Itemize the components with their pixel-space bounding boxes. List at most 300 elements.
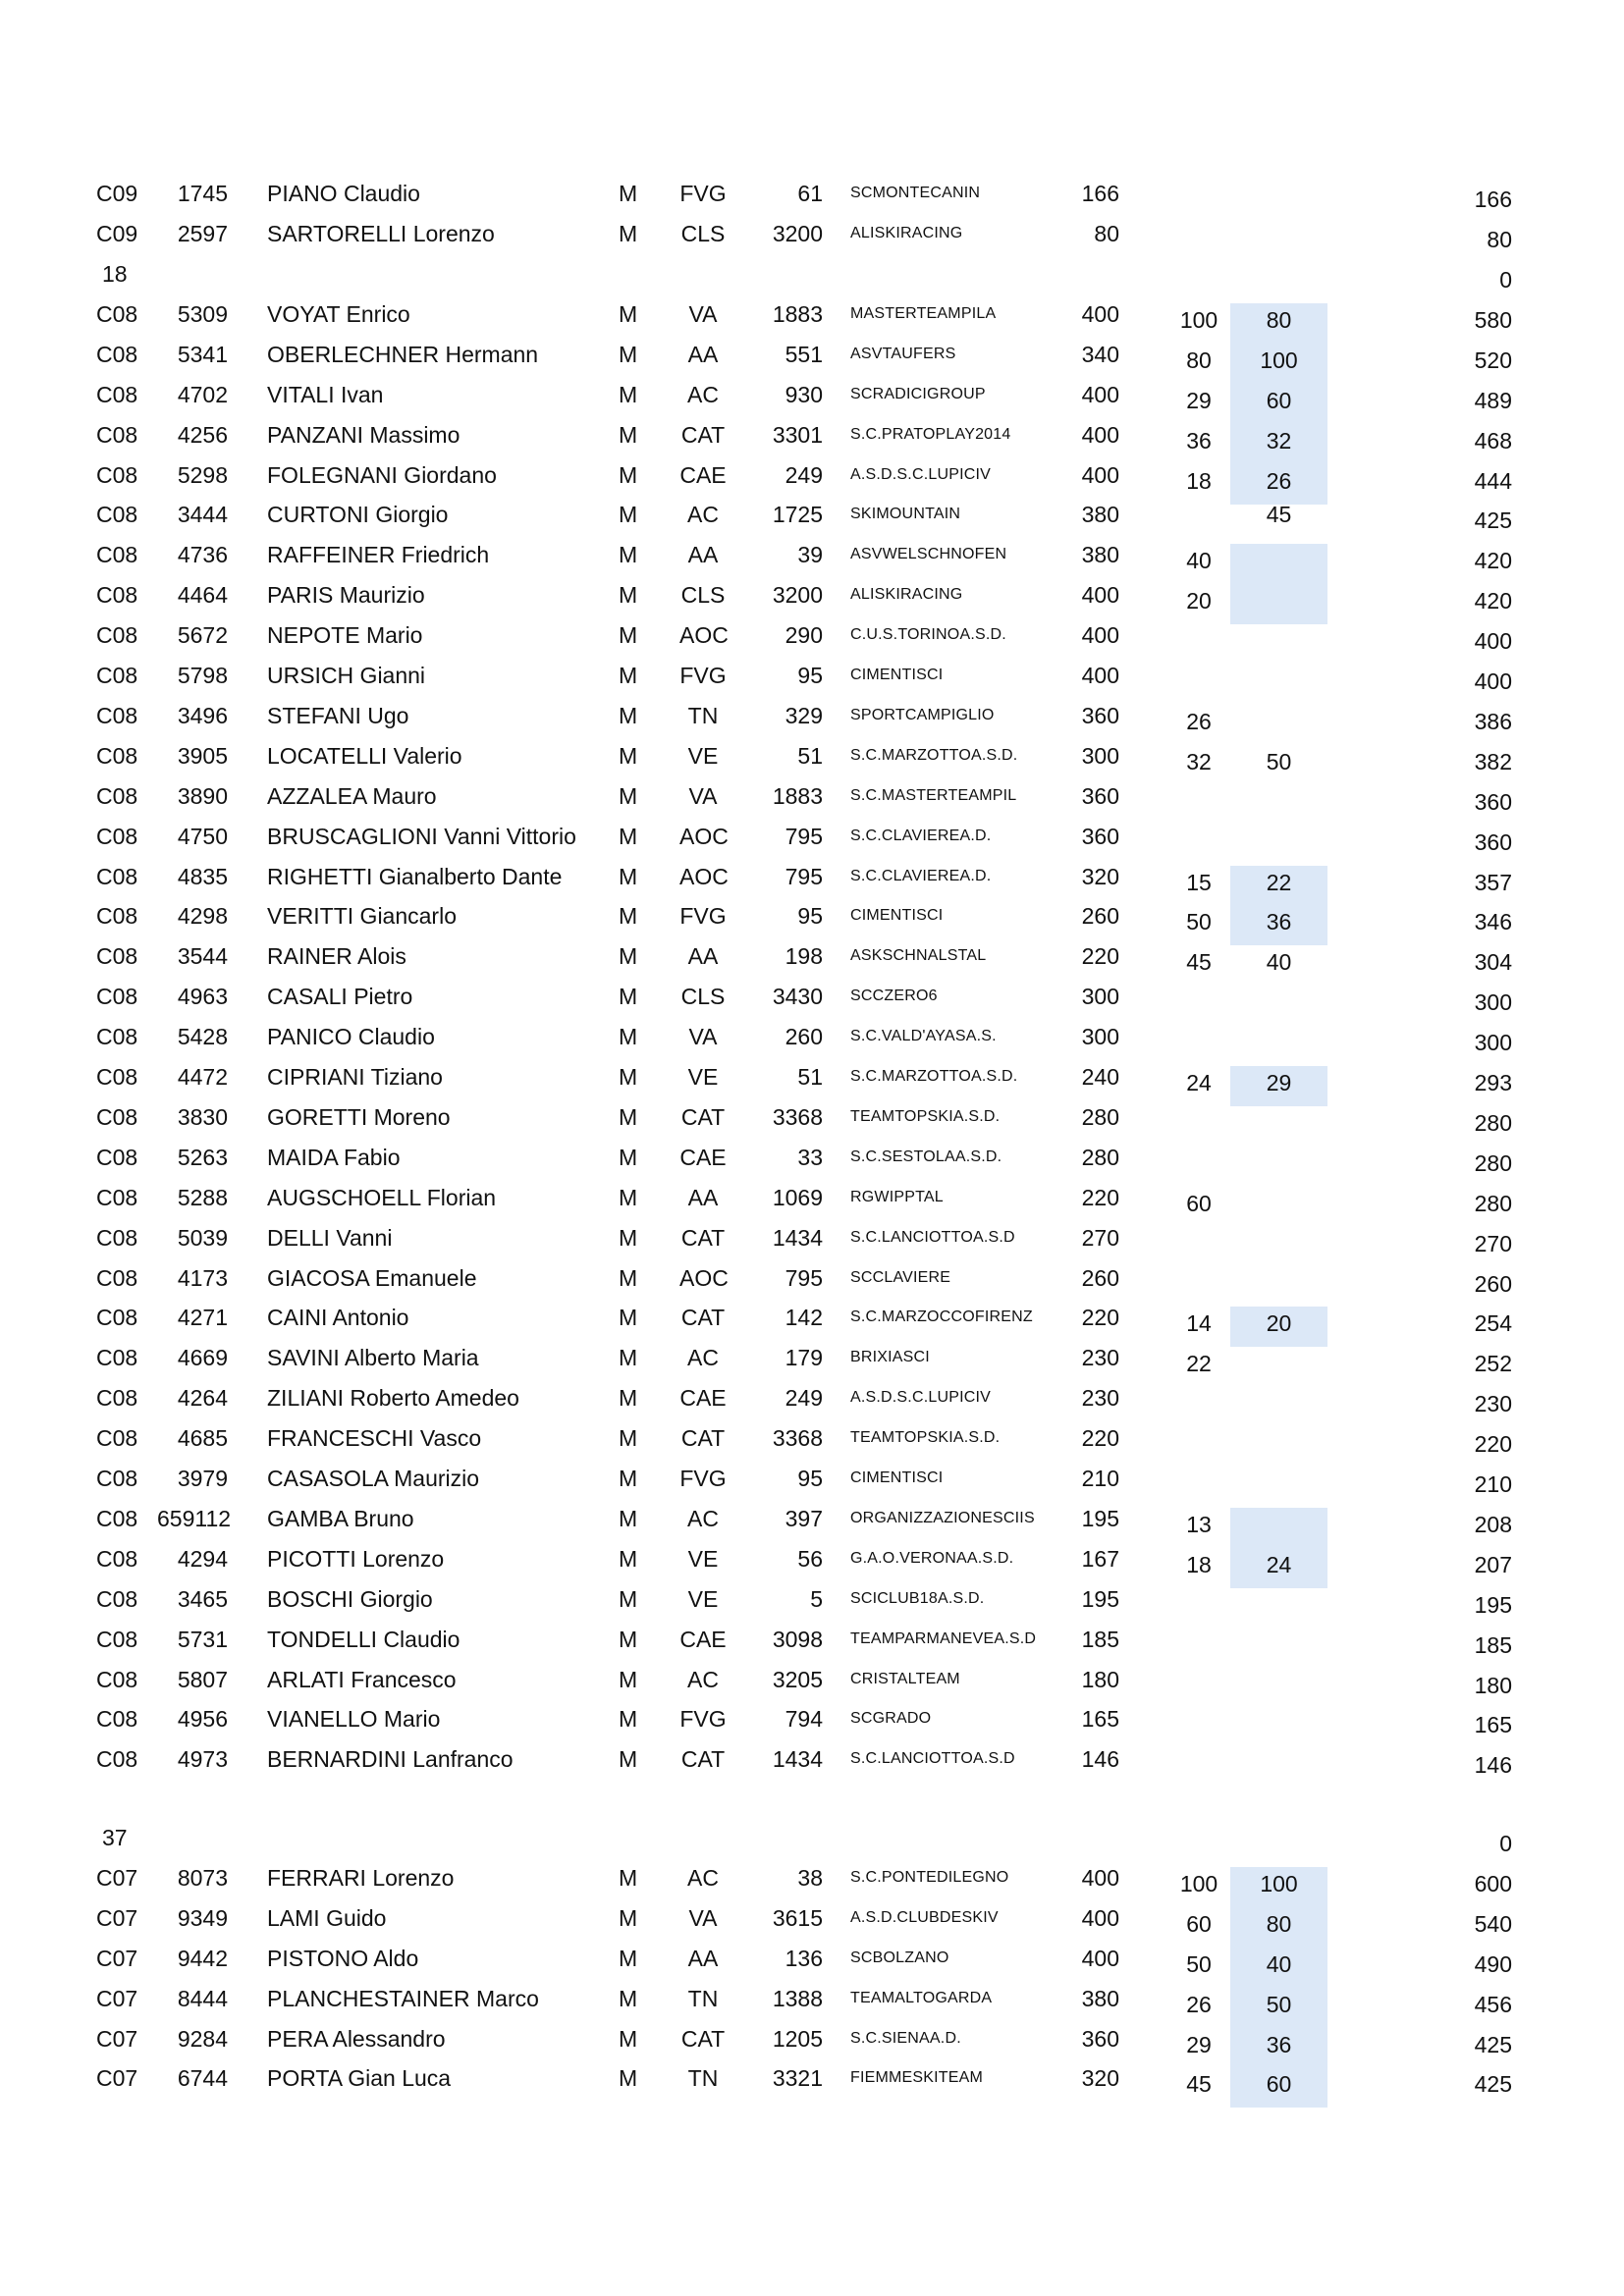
region-cell: FVG	[679, 1706, 727, 1733]
race1-points-cell: 40	[1186, 548, 1212, 574]
race2-points-cell: 36	[1230, 2028, 1327, 2068]
category-cell: C08	[96, 381, 138, 407]
table-row	[0, 1381, 1624, 1421]
total-points-cell: 185	[1474, 1631, 1512, 1658]
points-cell: 380	[1081, 542, 1119, 568]
athlete-code-cell: 4264	[177, 1385, 228, 1412]
athlete-code-cell: 4963	[177, 984, 228, 1010]
category-cell: C07	[96, 1985, 138, 2011]
region-cell: AOC	[679, 863, 729, 889]
region-cell: AA	[687, 341, 719, 367]
sex-cell: M	[619, 742, 638, 769]
table-row	[0, 1901, 1624, 1942]
total-points-cell: 456	[1474, 1991, 1512, 2017]
region-cell: CAT	[680, 1746, 726, 1773]
category-cell: C08	[96, 1144, 138, 1170]
athlete-code-cell: 5298	[177, 461, 228, 488]
category-cell: C08	[96, 582, 138, 609]
sex-cell: M	[619, 1666, 638, 1692]
athlete-name-cell: URSICH Gianni	[267, 663, 426, 688]
athlete-name-cell: LOCATELLI Valerio	[267, 742, 462, 769]
total-points-cell: 357	[1474, 869, 1512, 895]
club-code-cell: 795	[785, 823, 823, 849]
race1-points-cell: 100	[1179, 306, 1218, 333]
table-row	[0, 1020, 1624, 1060]
sex-cell: M	[619, 1585, 638, 1612]
category-cell: C08	[96, 1505, 138, 1531]
region-cell: AOC	[679, 622, 729, 649]
race1-points-cell: 18	[1186, 467, 1212, 494]
team-name-cell: TEAMALTOGARDA	[850, 1989, 993, 2006]
race2-points-cell: 80	[1230, 303, 1327, 344]
table-row	[0, 939, 1624, 980]
team-name-cell: SKIMOUNTAIN	[850, 506, 961, 523]
total-points-cell: 490	[1474, 1950, 1512, 1977]
team-name-cell: ASVTAUFERS	[850, 345, 956, 362]
team-name-cell: SCCZERO6	[850, 988, 938, 1005]
region-cell: TN	[687, 702, 719, 728]
table-row	[0, 578, 1624, 618]
club-code-cell: 33	[797, 1144, 823, 1170]
club-code-cell: 397	[785, 1505, 823, 1531]
athlete-name-cell: BRUSCAGLIONI Vanni Vittorio	[267, 823, 576, 849]
sex-cell: M	[619, 1425, 638, 1452]
team-name-cell: TEAMPARMANEVEA.S.D	[850, 1629, 1037, 1647]
table-row	[0, 739, 1624, 779]
total-points-cell: 195	[1474, 1591, 1512, 1618]
athlete-code-cell: 4173	[177, 1264, 228, 1291]
club-code-cell: 3615	[772, 1904, 823, 1931]
total-points-cell: 580	[1474, 306, 1512, 333]
table-row	[0, 1942, 1624, 1982]
points-cell: 320	[1081, 2065, 1119, 2092]
sex-cell: M	[619, 1466, 638, 1491]
region-cell: VE	[687, 742, 719, 769]
athlete-name-cell: AZZALEA Mauro	[267, 782, 437, 809]
points-cell: 300	[1081, 1024, 1119, 1050]
club-code-cell: 795	[785, 863, 823, 889]
category-cell: C08	[96, 903, 138, 930]
total-points-cell: 254	[1474, 1310, 1512, 1337]
total-points-cell: 425	[1474, 2031, 1512, 2057]
table-row	[0, 538, 1624, 578]
region-cell: VE	[687, 1545, 719, 1572]
total-points-cell: 425	[1474, 507, 1512, 534]
total-points-cell: 280	[1474, 1109, 1512, 1136]
race1-points-cell: 32	[1186, 748, 1212, 774]
athlete-name-cell: GAMBA Bruno	[267, 1505, 414, 1531]
race2-points-cell: 80	[1230, 1907, 1327, 1948]
club-code-cell: 95	[797, 663, 823, 688]
club-code-cell: 95	[797, 1466, 823, 1491]
sex-cell: M	[619, 1103, 638, 1130]
sex-cell: M	[619, 1945, 638, 1971]
athlete-code-cell: 3979	[177, 1466, 228, 1491]
sex-cell: M	[619, 1224, 638, 1251]
region-cell: VE	[687, 1585, 719, 1612]
team-name-cell: S.C.MASTERTEAMPIL	[850, 786, 1017, 804]
points-cell: 220	[1081, 1425, 1119, 1452]
team-name-cell: SPORTCAMPIGLIO	[850, 706, 995, 723]
region-cell: VE	[687, 1064, 719, 1090]
table-row	[0, 860, 1624, 900]
region-cell: CAE	[679, 1626, 727, 1652]
points-cell: 260	[1081, 903, 1119, 930]
athlete-code-cell: 3496	[177, 702, 228, 728]
athlete-name-cell: CURTONI Giorgio	[267, 502, 449, 528]
sex-cell: M	[619, 1305, 638, 1331]
region-cell: AC	[687, 1666, 719, 1692]
team-name-cell: CIMENTISCI	[850, 667, 944, 683]
total-points-cell: 382	[1474, 748, 1512, 774]
table-row	[0, 779, 1624, 820]
sex-cell: M	[619, 863, 638, 889]
points-cell: 210	[1081, 1466, 1119, 1491]
category-cell: C08	[96, 663, 138, 688]
category-cell: C08	[96, 502, 138, 528]
points-cell: 260	[1081, 1264, 1119, 1291]
region-cell: CAE	[679, 461, 727, 488]
sex-cell: M	[619, 2065, 638, 2092]
team-name-cell: SCRADICIGROUP	[850, 385, 986, 402]
points-cell: 400	[1081, 1904, 1119, 1931]
athlete-code-cell: 5672	[177, 622, 228, 649]
total-points-cell: 468	[1474, 427, 1512, 454]
points-cell: 380	[1081, 502, 1119, 528]
total-points-cell: 400	[1474, 668, 1512, 694]
total-points-cell: 600	[1474, 1870, 1512, 1896]
athlete-name-cell: SAVINI Alberto Maria	[267, 1345, 479, 1371]
table-row	[0, 1221, 1624, 1261]
club-code-cell: 1069	[772, 1184, 823, 1210]
club-code-cell: 249	[785, 461, 823, 488]
race1-points-cell: 26	[1186, 708, 1212, 734]
sex-cell: M	[619, 1064, 638, 1090]
team-name-cell: S.C.CLAVIEREA.D.	[850, 867, 992, 884]
total-points-cell: 210	[1474, 1471, 1512, 1497]
club-code-cell: 3301	[772, 421, 823, 448]
club-code-cell: 3200	[772, 220, 823, 246]
points-cell: 195	[1081, 1505, 1119, 1531]
club-code-cell: 51	[797, 742, 823, 769]
total-points-cell: 166	[1474, 187, 1512, 212]
points-cell: 400	[1081, 421, 1119, 448]
table-row	[0, 1100, 1624, 1141]
race1-points-cell: 14	[1186, 1310, 1212, 1337]
athlete-code-cell: 4750	[177, 823, 228, 849]
table-row	[0, 1982, 1624, 2022]
group-count-label: 18	[102, 261, 128, 287]
race1-points-cell: 60	[1186, 1910, 1212, 1937]
athlete-name-cell: PANICO Claudio	[267, 1024, 435, 1050]
region-cell: AC	[687, 1345, 719, 1371]
region-cell: VA	[688, 300, 718, 327]
team-name-cell: S.C.VALD'AYASA.S.	[850, 1028, 997, 1045]
table-row	[0, 1663, 1624, 1703]
total-points-cell: 207	[1474, 1551, 1512, 1577]
category-cell: C08	[96, 1064, 138, 1090]
table-row	[0, 1141, 1624, 1181]
group-count-label: 37	[102, 1825, 128, 1850]
points-cell: 146	[1081, 1746, 1119, 1773]
team-name-cell: ORGANIZZAZIONESCIIS	[850, 1509, 1035, 1526]
club-code-cell: 179	[785, 1345, 823, 1371]
category-cell: C07	[96, 2025, 138, 2052]
club-code-cell: 95	[797, 903, 823, 930]
sex-cell: M	[619, 622, 638, 649]
athlete-name-cell: RAFFEINER Friedrich	[267, 542, 490, 568]
sex-cell: M	[619, 984, 638, 1010]
athlete-code-cell: 4669	[177, 1345, 228, 1371]
club-code-cell: 3368	[772, 1103, 823, 1130]
total-points-cell: 293	[1474, 1070, 1512, 1095]
athlete-code-cell: 4298	[177, 903, 228, 930]
table-row	[0, 659, 1624, 699]
athlete-name-cell: FOLEGNANI Giordano	[267, 461, 497, 488]
team-name-cell: A.S.D.CLUBDESKIV	[850, 1908, 999, 1926]
athlete-name-cell: MAIDA Fabio	[267, 1144, 401, 1170]
race2-points-cell: 40	[1266, 949, 1292, 976]
team-name-cell: C.U.S.TORINOA.S.D.	[850, 626, 1006, 644]
athlete-name-cell: FERRARI Lorenzo	[267, 1864, 455, 1891]
points-cell: 400	[1081, 1864, 1119, 1891]
athlete-code-cell: 5263	[177, 1144, 228, 1170]
region-cell: AA	[687, 1945, 719, 1971]
athlete-name-cell: PIANO Claudio	[267, 181, 420, 206]
race1-points-cell: 26	[1186, 1991, 1212, 2017]
sex-cell: M	[619, 903, 638, 930]
athlete-name-cell: PLANCHESTAINER Marco	[267, 1985, 539, 2011]
sex-cell: M	[619, 1345, 638, 1371]
athlete-code-cell: 4736	[177, 542, 228, 568]
race1-points-cell	[1174, 223, 1223, 263]
athlete-name-cell: CIPRIANI Tiziano	[267, 1064, 443, 1090]
club-code-cell: 329	[785, 702, 823, 728]
race1-points-cell: 36	[1186, 427, 1212, 454]
total-points-cell: 208	[1474, 1511, 1512, 1537]
points-cell: 230	[1081, 1345, 1119, 1371]
race1-points-cell: 29	[1186, 387, 1212, 413]
sex-cell: M	[619, 1864, 638, 1891]
race1-points-cell: 45	[1186, 2071, 1212, 2098]
sex-cell: M	[619, 1904, 638, 1931]
athlete-name-cell: PISTONO Aldo	[267, 1945, 419, 1971]
team-name-cell: SCICLUB18A.S.D.	[850, 1589, 985, 1607]
team-name-cell: ALISKIRACING	[850, 586, 963, 604]
race1-points-cell	[1174, 1748, 1223, 1789]
athlete-code-cell: 3830	[177, 1103, 228, 1130]
club-code-cell: 1883	[772, 782, 823, 809]
athlete-name-cell: GIACOSA Emanuele	[267, 1264, 477, 1291]
table-row	[0, 177, 1624, 217]
athlete-name-cell: LAMI Guido	[267, 1904, 387, 1931]
sex-cell: M	[619, 1545, 638, 1572]
athlete-code-cell: 4271	[177, 1305, 228, 1331]
athlete-code-cell: 8444	[177, 1985, 228, 2011]
club-code-cell: 1725	[772, 502, 823, 528]
table-row	[0, 1421, 1624, 1462]
athlete-code-cell: 3905	[177, 742, 228, 769]
region-cell: CAE	[679, 1144, 727, 1170]
club-code-cell: 290	[785, 622, 823, 649]
total-points-cell: 300	[1474, 1030, 1512, 1056]
athlete-name-cell: CAINI Antonio	[267, 1305, 409, 1331]
group-total-value: 0	[1499, 267, 1512, 293]
category-cell: C08	[96, 1706, 138, 1733]
team-name-cell: ASKSCHNALSTAL	[850, 947, 987, 965]
points-cell: 360	[1081, 823, 1119, 849]
category-cell: C09	[96, 181, 138, 206]
region-cell: AOC	[679, 823, 729, 849]
region-cell: VA	[688, 1904, 718, 1931]
sex-cell: M	[619, 300, 638, 327]
athlete-name-cell: FRANCESCHI Vasco	[267, 1425, 482, 1452]
sex-cell: M	[619, 381, 638, 407]
club-code-cell: 1883	[772, 300, 823, 327]
race1-points-cell: 15	[1186, 869, 1212, 895]
sex-cell: M	[619, 702, 638, 728]
total-points-cell: 230	[1474, 1391, 1512, 1417]
athlete-name-cell: SARTORELLI Lorenzo	[267, 220, 495, 246]
race1-points-cell: 24	[1186, 1070, 1212, 1095]
total-points-cell: 386	[1474, 708, 1512, 734]
points-cell: 180	[1081, 1666, 1119, 1692]
athlete-name-cell: VOYAT Enrico	[267, 300, 410, 327]
category-cell: C08	[96, 943, 138, 970]
athlete-name-cell: ARLATI Francesco	[267, 1666, 457, 1692]
table-row	[0, 1702, 1624, 1742]
table-row	[0, 1623, 1624, 1663]
sex-cell: M	[619, 502, 638, 528]
table-row	[0, 1301, 1624, 1341]
athlete-name-cell: PERA Alessandro	[267, 2025, 446, 2052]
points-cell: 220	[1081, 943, 1119, 970]
category-cell: C08	[96, 1666, 138, 1692]
points-cell: 400	[1081, 622, 1119, 649]
sex-cell: M	[619, 1144, 638, 1170]
table-row	[0, 1261, 1624, 1302]
region-cell: AA	[687, 943, 719, 970]
race2-points-cell: 50	[1230, 1988, 1327, 2028]
athlete-name-cell: GORETTI Moreno	[267, 1103, 451, 1130]
table-row	[0, 1502, 1624, 1542]
category-cell: C08	[96, 622, 138, 649]
team-name-cell: BRIXIASCI	[850, 1349, 930, 1366]
region-cell: VA	[688, 1024, 718, 1050]
total-points-cell: 280	[1474, 1149, 1512, 1176]
athlete-name-cell: RAINER Alois	[267, 943, 406, 970]
sex-cell: M	[619, 823, 638, 849]
athlete-code-cell: 4835	[177, 863, 228, 889]
team-name-cell: S.C.MARZOTTOA.S.D.	[850, 1068, 1018, 1085]
club-code-cell: 198	[785, 943, 823, 970]
total-points-cell: 444	[1474, 467, 1512, 494]
region-cell: AA	[687, 1184, 719, 1210]
total-points-cell: 220	[1474, 1431, 1512, 1458]
sex-cell: M	[619, 421, 638, 448]
table-row	[0, 297, 1624, 338]
sex-cell: M	[619, 1746, 638, 1773]
points-cell: 270	[1081, 1224, 1119, 1251]
points-cell: 400	[1081, 582, 1119, 609]
table-row	[0, 1861, 1624, 1901]
category-cell: C08	[96, 1425, 138, 1452]
total-points-cell: 360	[1474, 828, 1512, 855]
athlete-code-cell: 4685	[177, 1425, 228, 1452]
athlete-name-cell: BOSCHI Giorgio	[267, 1585, 433, 1612]
club-code-cell: 3200	[772, 582, 823, 609]
category-cell: C08	[96, 542, 138, 568]
athlete-name-cell: DELLI Vanni	[267, 1224, 393, 1251]
race2-points-cell: 60	[1230, 2067, 1327, 2108]
points-cell: 240	[1081, 1064, 1119, 1090]
team-name-cell: CIMENTISCI	[850, 1469, 944, 1486]
points-cell: 400	[1081, 663, 1119, 688]
category-cell: C08	[96, 1466, 138, 1491]
table-row	[0, 618, 1624, 659]
club-code-cell: 930	[785, 381, 823, 407]
race2-points-cell: 100	[1230, 344, 1327, 384]
team-name-cell: ASVWELSCHNOFEN	[850, 546, 1007, 563]
sex-cell: M	[619, 1505, 638, 1531]
category-cell: C08	[96, 742, 138, 769]
total-points-cell: 80	[1487, 226, 1512, 252]
athlete-name-cell: PARIS Maurizio	[267, 582, 425, 609]
team-name-cell: MASTERTEAMPILA	[850, 304, 997, 322]
category-cell: C08	[96, 1746, 138, 1773]
total-points-cell: 360	[1474, 788, 1512, 815]
club-code-cell: 51	[797, 1064, 823, 1090]
club-code-cell: 142	[785, 1305, 823, 1331]
team-name-cell: CRISTALTEAM	[850, 1670, 960, 1687]
sex-cell: M	[619, 582, 638, 609]
team-name-cell: RGWIPPTAL	[850, 1188, 944, 1205]
team-name-cell: SCCLAVIERE	[850, 1268, 951, 1286]
club-code-cell: 3321	[772, 2065, 823, 2092]
athlete-code-cell: 4956	[177, 1706, 228, 1733]
sex-cell: M	[619, 2025, 638, 2052]
athlete-code-cell: 4472	[177, 1064, 228, 1090]
table-row	[0, 458, 1624, 499]
team-name-cell: SCMONTECANIN	[850, 185, 981, 201]
sex-cell: M	[619, 542, 638, 568]
athlete-name-cell: TONDELLI Claudio	[267, 1626, 460, 1652]
team-name-cell: S.C.LANCIOTTOA.S.D	[850, 1228, 1015, 1246]
club-code-cell: 1434	[772, 1746, 823, 1773]
team-name-cell: SCBOLZANO	[850, 1949, 949, 1966]
team-name-cell: S.C.CLAVIEREA.D.	[850, 827, 992, 844]
athlete-code-cell: 3444	[177, 502, 228, 528]
category-cell: C08	[96, 341, 138, 367]
table-row	[0, 2022, 1624, 2062]
sex-cell: M	[619, 1024, 638, 1050]
club-code-cell: 794	[785, 1706, 823, 1733]
category-cell: C08	[96, 1385, 138, 1412]
race1-points-cell: 100	[1179, 1870, 1218, 1896]
club-code-cell: 260	[785, 1024, 823, 1050]
points-cell: 360	[1081, 2025, 1119, 2052]
race2-points-cell: 36	[1230, 905, 1327, 945]
team-name-cell: A.S.D.S.C.LUPICIV	[850, 1389, 991, 1407]
team-name-cell: S.C.SESTOLAA.S.D.	[850, 1148, 1002, 1165]
team-name-cell: S.C.LANCIOTTOA.S.D	[850, 1750, 1015, 1768]
club-code-cell: 3368	[772, 1425, 823, 1452]
region-cell: AC	[687, 1864, 719, 1891]
table-row	[0, 1742, 1624, 1783]
category-cell: C08	[96, 461, 138, 488]
region-cell: CAT	[680, 1103, 726, 1130]
table-row	[0, 899, 1624, 939]
